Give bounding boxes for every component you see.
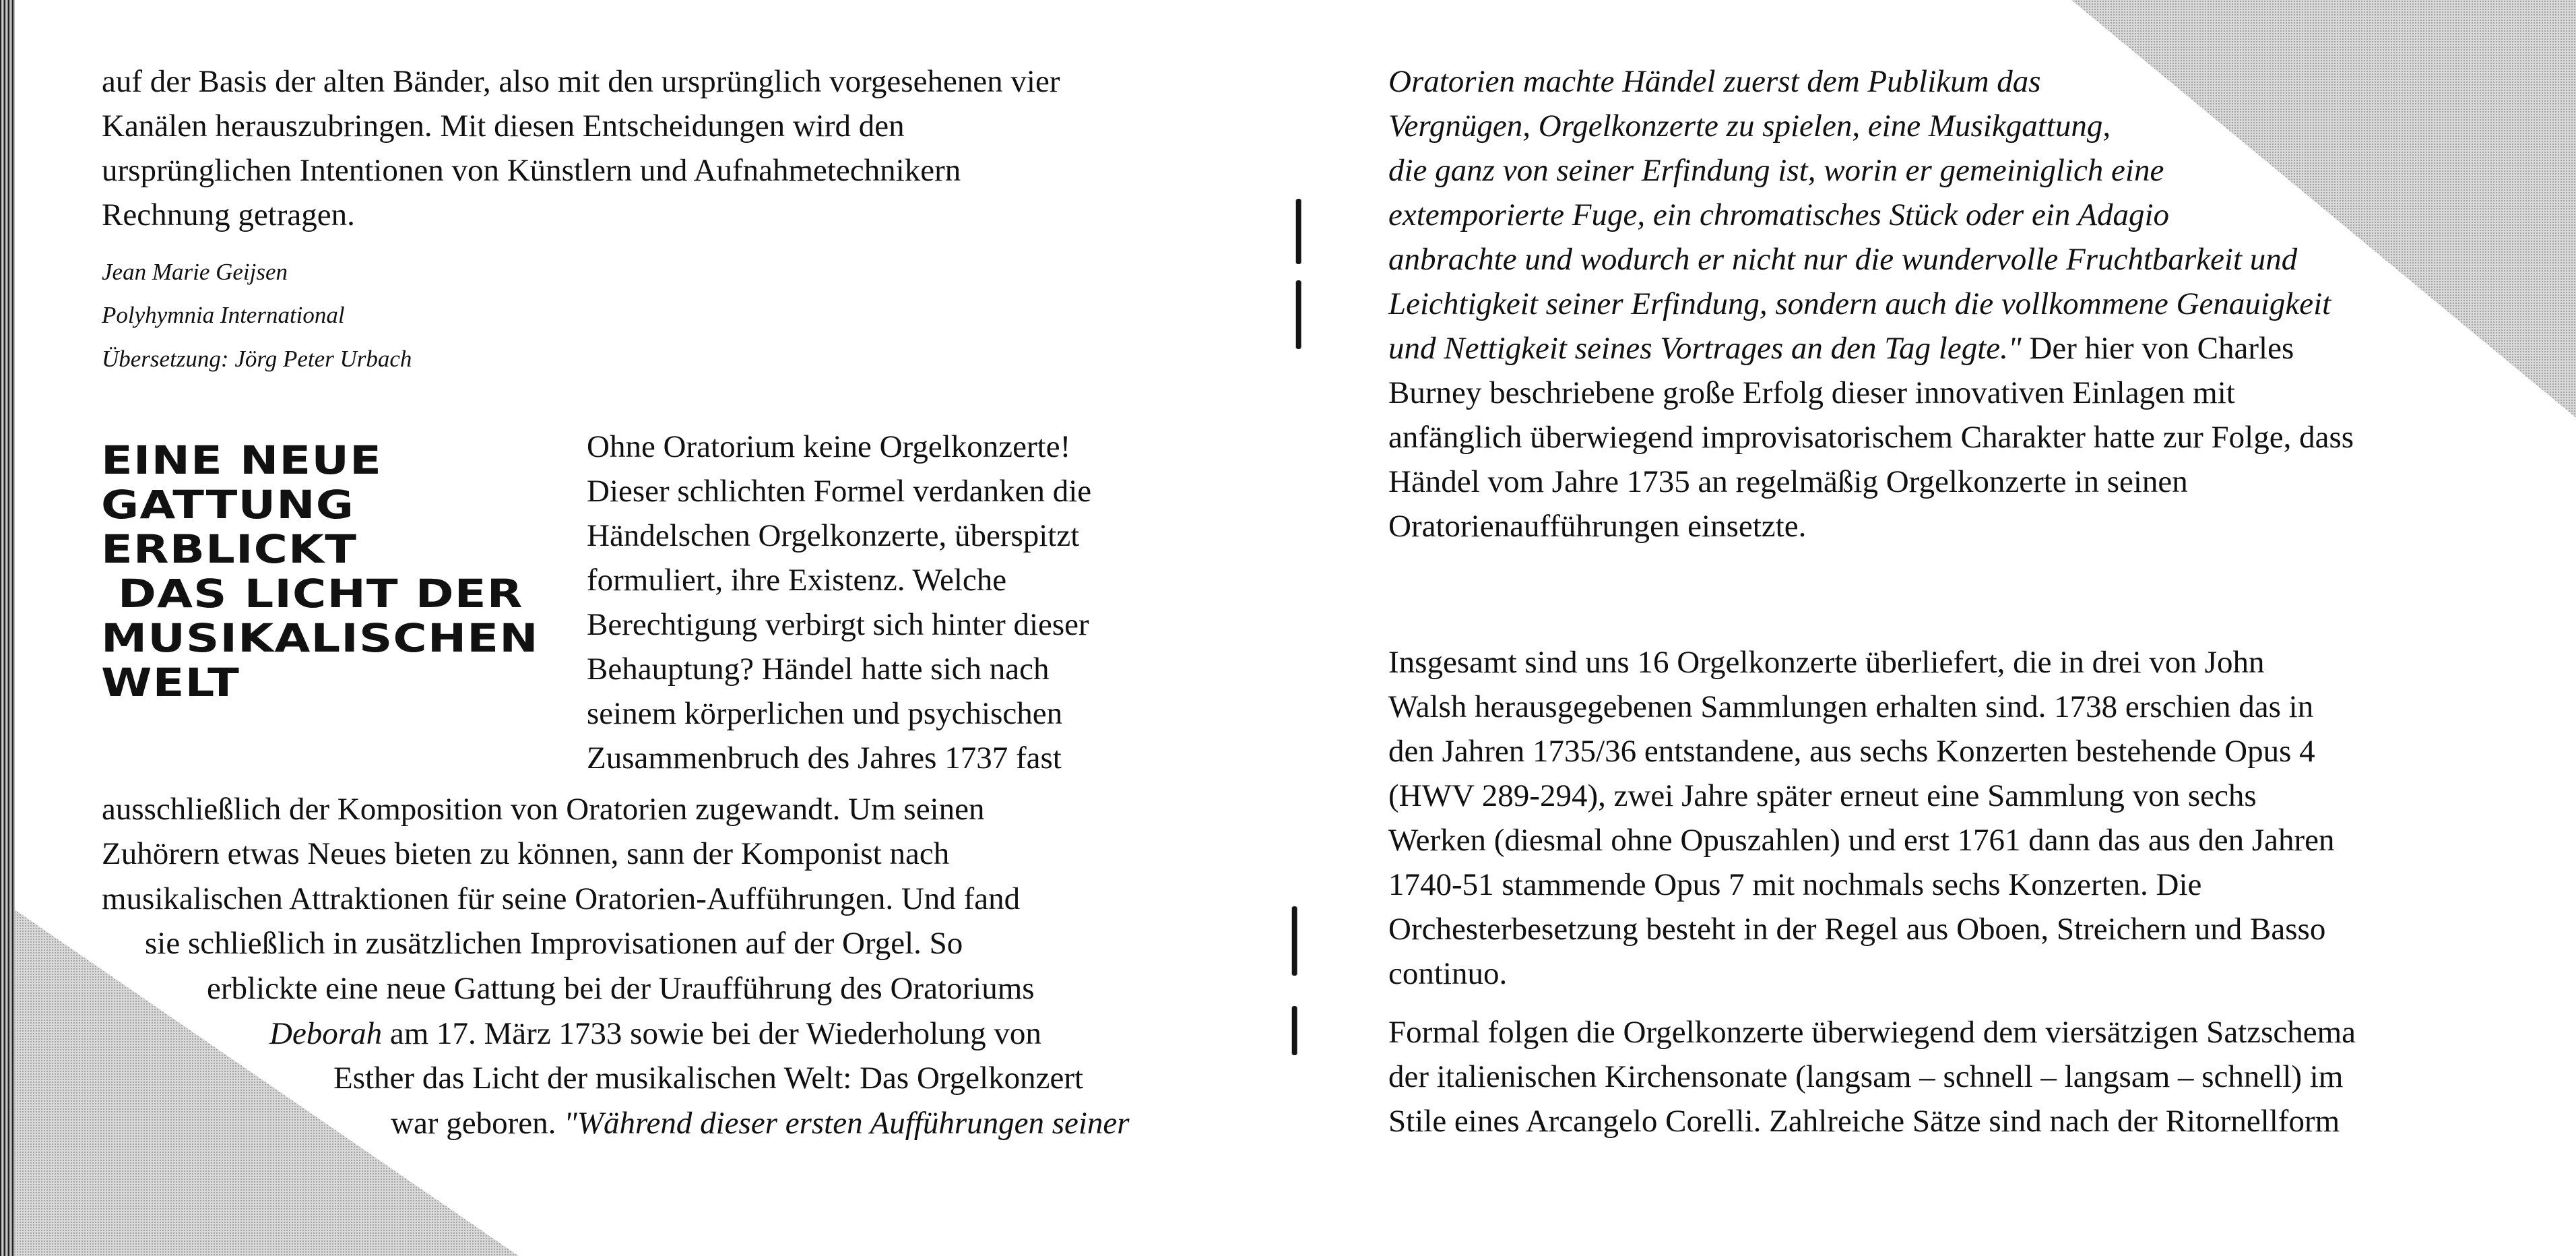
text-line: Walsh herausgegebenen Sammlungen erhalten sind. 1738 erschien das in <box>1388 689 2314 724</box>
text-line: Orchesterbesetzung besteht in der Regel aus Oboen, Streichern und Basso <box>1388 912 2326 947</box>
text-line: extemporierte Fuge, ein chromatisches Stück oder ein Adagio <box>1388 197 2170 232</box>
text-line: erblickte eine neue Gattung bei der Uraufführung des Oratoriums <box>207 971 1035 1006</box>
text-line: musikalischen Attraktionen für seine Oratorien-Aufführungen. Und fand <box>102 881 1021 916</box>
text-line: Formal folgen die Orgelkonzerte überwiegend dem viersätzigen Satzschema <box>1388 1015 2356 1050</box>
text-line: sie schließlich in zusätzlichen Improvisationen auf der Orgel. So <box>145 926 963 961</box>
text-line: Händelschen Orgelkonzerte, überspitzt <box>587 518 1080 553</box>
text-line: Dieser schlichten Formel verdanken die <box>587 474 1092 509</box>
text-line: Werken (diesmal ohne Opuszahlen) und erst 1761 dann das aus den Jahren <box>1388 823 2335 858</box>
text-line <box>269 1011 1041 1056</box>
text-line <box>391 1101 1130 1145</box>
text-line: Händel vom Jahre 1735 an regelmäßig Orgelkonzerte in seinen <box>1388 464 2188 499</box>
text-span: am 17. März 1733 sowie bei der Wiederholung von <box>382 1016 1041 1051</box>
paragraph-burney-success <box>1388 371 2354 548</box>
heading-line: DAS LICHT DER <box>101 571 523 617</box>
paragraph-form <box>1388 1010 2356 1143</box>
text-line: den Jahren 1735/36 entstandene, aus sechs Konzerten bestehende Opus 4 <box>1388 734 2315 769</box>
quote-end: und Nettigkeit seines Vortrages an den Tag legte." <box>1388 331 2022 366</box>
text-line: 1740-51 stammende Opus 7 mit nochmals sechs Konzerten. Die <box>1388 867 2202 902</box>
text-line: Berechtigung verbirgt sich hinter dieser <box>587 607 1089 642</box>
burney-quote <box>1388 59 2331 371</box>
author-organization: Polyhymnia International <box>102 302 345 328</box>
text-line: Stile eines Arcangelo Corelli. Zahlreiche Sätze sind nach der Ritornellform <box>1388 1104 2340 1139</box>
text-line: (HWV 289-294), zwei Jahre später erneut eine Sammlung von sechs <box>1388 778 2257 813</box>
text-line: ursprünglichen Intentionen von Künstlern und Aufnahmetechnikern <box>102 153 961 188</box>
text-line: Esther das Licht der musikalischen Welt: Das Orgelkonzert <box>333 1061 1084 1096</box>
heading-line: ERBLICKT <box>101 526 358 572</box>
text-line: anfänglich überwiegend improvisatorischem Charakter hatte zur Folge, dass <box>1388 420 2354 455</box>
side-column-paragraph <box>587 425 1091 780</box>
translator-credit: Übersetzung: Jörg Peter Urbach <box>102 346 412 372</box>
heading-line: GATTUNG <box>101 482 355 528</box>
text-line: Leichtigkeit seiner Erfindung, sondern auch die vollkommene Genauigkeit <box>1388 286 2331 321</box>
text-span: Der hier von Charles <box>2021 331 2294 366</box>
text-line: Zusammenbruch des Jahres 1737 fast <box>587 741 1062 776</box>
text-line: continuo. <box>1388 956 1508 991</box>
quote-start: "Während dieser ersten Aufführungen seiner <box>564 1106 1130 1141</box>
author-name: Jean Marie Geijsen <box>102 259 288 285</box>
text-line: Vergnügen, Orgelkonzerte zu spielen, eine Musikgattung, <box>1388 108 2111 144</box>
text-line: der italienischen Kirchensonate (langsam – schnell – langsam – schnell) im <box>1388 1059 2344 1094</box>
text-span: war geboren. <box>391 1106 565 1141</box>
text-line: Oratorien machte Händel zuerst dem Publikum das <box>1388 64 2041 99</box>
text-line <box>1388 326 2331 371</box>
text-line: Oratorienaufführungen einsetzte. <box>1388 509 1807 544</box>
text-line: Zuhörern etwas Neues bieten zu können, sann der Komponist nach <box>102 836 950 871</box>
text-line: die ganz von seiner Erfindung ist, worin er gemeiniglich eine <box>1388 153 2164 188</box>
text-line: Rechnung getragen. <box>102 197 355 232</box>
text-line: anbrachte und wodurch er nicht nur die wundervolle Fruchtbarkeit und <box>1388 242 2298 277</box>
text-line: Insgesamt sind uns 16 Orgelkonzerte überliefert, die in drei von John <box>1388 645 2265 680</box>
text-line: formuliert, ihre Existenz. Welche <box>587 563 1007 598</box>
text-line: seinem körperlichen und psychischen <box>587 696 1063 731</box>
text-line: Kanälen herauszubringen. Mit diesen Entscheidungen wird den <box>102 108 905 144</box>
text-line: Behauptung? Händel hatte sich nach <box>587 652 1050 687</box>
text-line: Ohne Oratorium keine Orgelkonzerte! <box>587 429 1071 464</box>
section-heading <box>101 438 539 705</box>
heading-line: MUSIKALISCHEN <box>101 615 539 661</box>
heading-line: WELT <box>101 660 240 705</box>
text-line: ausschließlich der Komposition von Oratorien zugewandt. Um seinen <box>102 792 985 827</box>
page-edge-stack <box>0 0 15 1256</box>
paragraph-collections <box>1388 640 2335 996</box>
text-line: Burney beschriebene große Erfolg dieser innovativen Einlagen mit <box>1388 375 2235 410</box>
oratorio-title: Deborah <box>269 1016 383 1051</box>
text-line: auf der Basis der alten Bänder, also mit den ursprünglich vorgesehenen vier <box>102 64 1060 99</box>
intro-paragraph <box>102 59 1060 237</box>
heading-line: EINE NEUE <box>101 437 383 483</box>
